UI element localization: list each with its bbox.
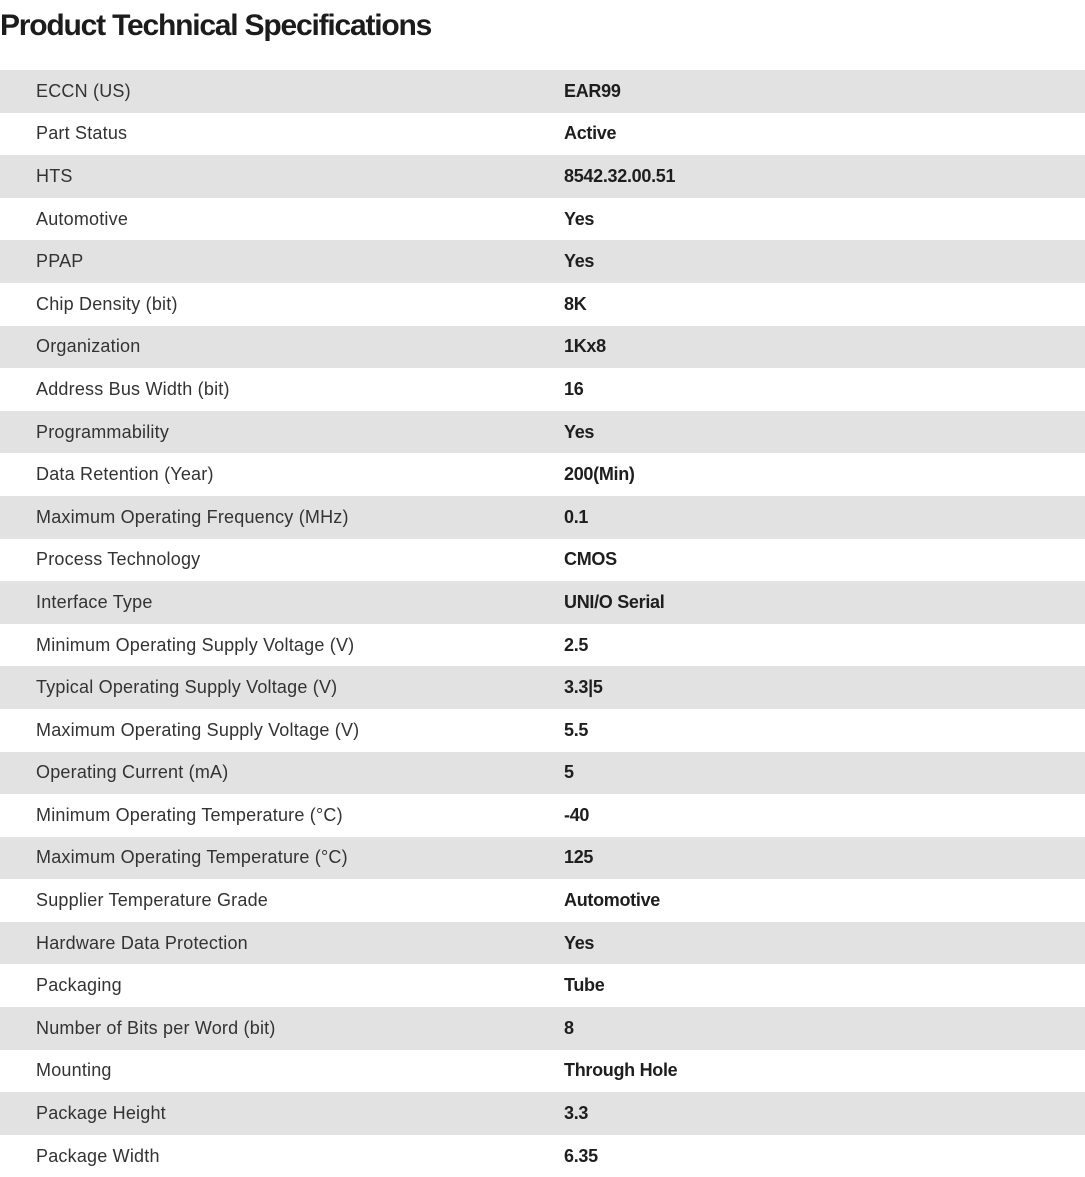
spec-value: CMOS [564,539,1085,582]
spec-label: Interface Type [0,581,564,624]
spec-row [0,240,1085,283]
spec-label: Package Width [0,1135,564,1177]
spec-label: Minimum Operating Temperature (°C) [0,794,564,837]
spec-label: Address Bus Width (bit) [0,368,564,411]
spec-row [0,1050,1085,1093]
spec-value: 3.3|5 [564,666,1085,709]
spec-row [0,837,1085,880]
spec-label: Maximum Operating Temperature (°C) [0,837,564,880]
spec-label: Package Height [0,1092,564,1135]
spec-label: Chip Density (bit) [0,283,564,326]
spec-value: EAR99 [564,70,1085,113]
spec-row [0,326,1085,369]
spec-label: ECCN (US) [0,70,564,113]
spec-row [0,624,1085,667]
spec-value: 1Kx8 [564,326,1085,369]
spec-value: Active [564,113,1085,156]
spec-value: 8K [564,283,1085,326]
spec-label: Mounting [0,1050,564,1093]
spec-label: Packaging [0,964,564,1007]
spec-label: Operating Current (mA) [0,752,564,795]
spec-label: Process Technology [0,539,564,582]
spec-label: Number of Bits per Word (bit) [0,1007,564,1050]
spec-value: 8542.32.00.51 [564,155,1085,198]
spec-row [0,113,1085,156]
spec-value: Yes [564,198,1085,241]
spec-row [0,964,1085,1007]
spec-value: UNI/O Serial [564,581,1085,624]
spec-label: Typical Operating Supply Voltage (V) [0,666,564,709]
spec-value: 6.35 [564,1135,1085,1177]
spec-row [0,922,1085,965]
spec-value: Yes [564,240,1085,283]
spec-label: Minimum Operating Supply Voltage (V) [0,624,564,667]
spec-row [0,1007,1085,1050]
spec-value: Tube [564,964,1085,1007]
spec-label: PPAP [0,240,564,283]
spec-value: 200(Min) [564,453,1085,496]
spec-row [0,581,1085,624]
spec-value: 0.1 [564,496,1085,539]
spec-table [0,70,1085,1177]
spec-row [0,155,1085,198]
spec-label: Maximum Operating Supply Voltage (V) [0,709,564,752]
page-title: Product Technical Specifications [0,9,432,42]
spec-value: 8 [564,1007,1085,1050]
spec-value: 3.3 [564,1092,1085,1135]
spec-row [0,794,1085,837]
spec-row [0,283,1085,326]
spec-label: Programmability [0,411,564,454]
spec-row [0,752,1085,795]
spec-label: Data Retention (Year) [0,453,564,496]
spec-value: 125 [564,837,1085,880]
spec-label: Maximum Operating Frequency (MHz) [0,496,564,539]
spec-row [0,709,1085,752]
spec-row [0,198,1085,241]
spec-row [0,411,1085,454]
spec-label: Part Status [0,113,564,156]
spec-value: 5 [564,752,1085,795]
spec-value: Yes [564,922,1085,965]
spec-label: Automotive [0,198,564,241]
spec-row [0,666,1085,709]
spec-value: 16 [564,368,1085,411]
spec-row [0,368,1085,411]
spec-row [0,70,1085,113]
spec-value: 5.5 [564,709,1085,752]
spec-row [0,453,1085,496]
spec-label: Organization [0,326,564,369]
spec-label: Hardware Data Protection [0,922,564,965]
spec-row [0,496,1085,539]
spec-value: Through Hole [564,1050,1085,1093]
spec-row [0,879,1085,922]
spec-row [0,1092,1085,1135]
spec-table-body [0,70,1085,1177]
spec-label: HTS [0,155,564,198]
spec-value: -40 [564,794,1085,837]
spec-row [0,1135,1085,1177]
spec-value: 2.5 [564,624,1085,667]
spec-value: Yes [564,411,1085,454]
spec-row [0,539,1085,582]
spec-label: Supplier Temperature Grade [0,879,564,922]
spec-value: Automotive [564,879,1085,922]
